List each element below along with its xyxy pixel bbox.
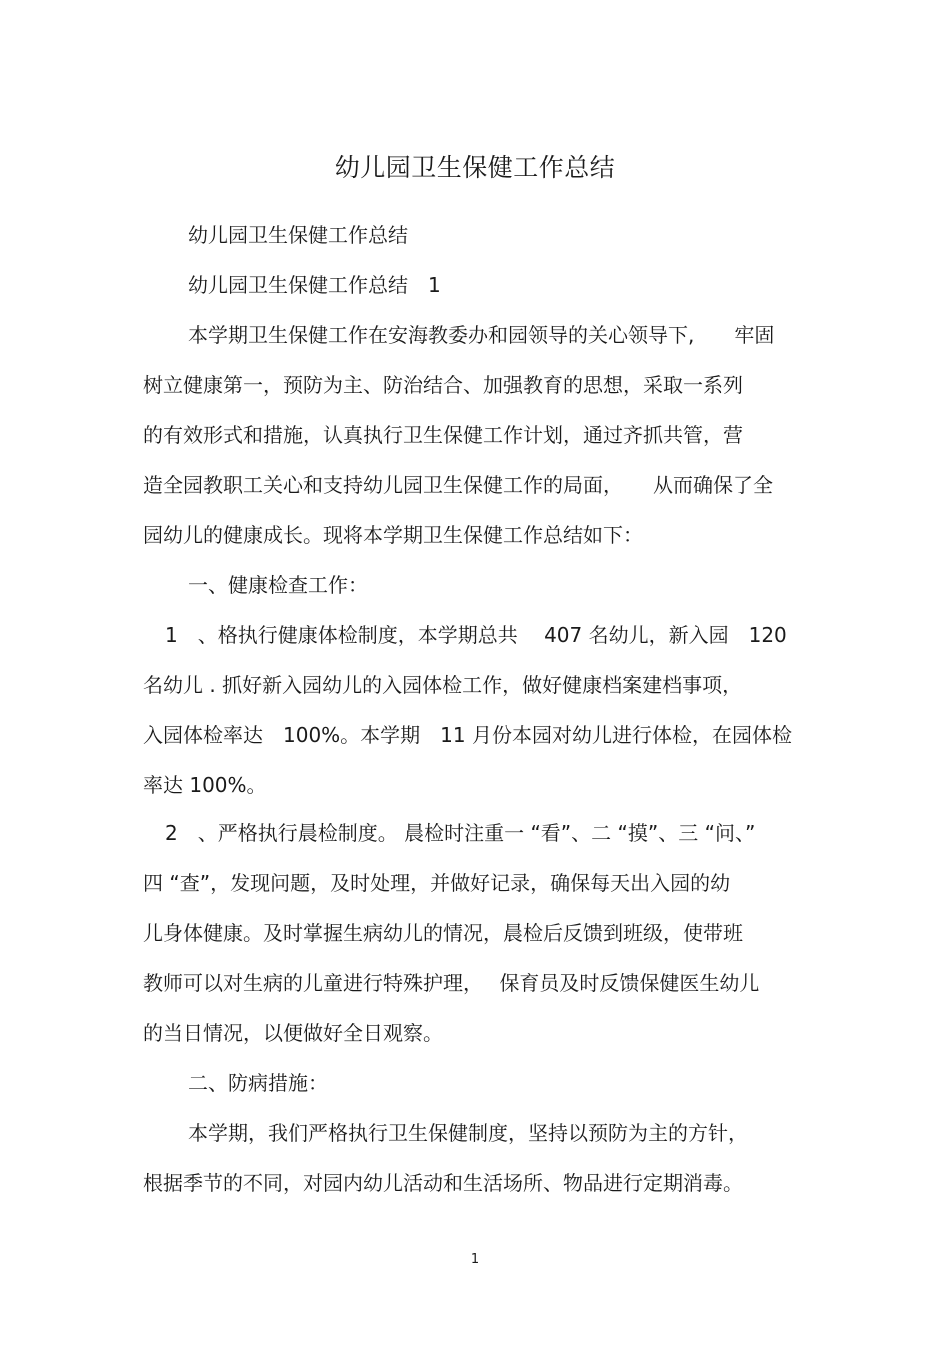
document-title: 幼儿园卫生保健工作总结	[334, 153, 616, 182]
paragraph-line: 的有效形式和措施，认真执行卫生保健工作计划，通过齐抓共管，营	[143, 423, 743, 447]
page-number: 1	[470, 1252, 480, 1267]
paragraph-line: 造全园教职工关心和支持幼儿园卫生保健工作的局面， 从而确保了全	[143, 473, 773, 497]
paragraph-line: 率达 100%。	[143, 773, 267, 797]
paragraph-line: 本学期卫生保健工作在安海教委办和园领导的关心领导下, 牢固	[188, 323, 775, 347]
document-subtitle: 幼儿园卫生保健工作总结	[188, 223, 408, 247]
paragraph-line: 四 “查”，发现问题，及时处理，并做好记录，确保每天出入园的幼	[143, 871, 731, 895]
paragraph-line: 儿身体健康。及时掌握生病幼儿的情况，晨检后反馈到班级，使带班	[143, 921, 743, 945]
paragraph-line: 教师可以对生病的儿童进行特殊护理， 保育员及时反馈保健医生幼儿	[143, 971, 760, 995]
paragraph-line: 本学期，我们严格执行卫生保健制度，坚持以预防为主的方针，	[188, 1121, 748, 1145]
paragraph-line: 园幼儿的健康成长。现将本学期卫生保健工作总结如下：	[143, 523, 643, 547]
section-heading: 幼儿园卫生保健工作总结 1	[188, 273, 441, 297]
section-heading: 二、防病措施：	[188, 1071, 328, 1095]
section-heading: 一、健康检查工作：	[188, 573, 368, 597]
paragraph-line: 根据季节的不同，对园内幼儿活动和生活场所、物品进行定期消毒。	[143, 1171, 743, 1195]
paragraph-line: 入园体检率达 100%。本学期 11 月份本园对幼儿进行体检，在园体检	[143, 723, 792, 747]
paragraph-line: 2 、严格执行晨检制度。 晨检时注重一 “看”、二 “摸”、三 “问、”	[165, 821, 756, 845]
paragraph-line: 名幼儿 . 抓好新入园幼儿的入园体检工作，做好健康档案建档事项，	[143, 673, 743, 697]
paragraph-line: 树立健康第一，预防为主、防治结合、加强教育的思想，采取一系列	[143, 373, 743, 397]
paragraph-line: 1 、格执行健康体检制度，本学期总共 407 名幼儿，新入园 120	[165, 623, 787, 647]
paragraph-line: 的当日情况，以便做好全日观察。	[143, 1021, 443, 1045]
